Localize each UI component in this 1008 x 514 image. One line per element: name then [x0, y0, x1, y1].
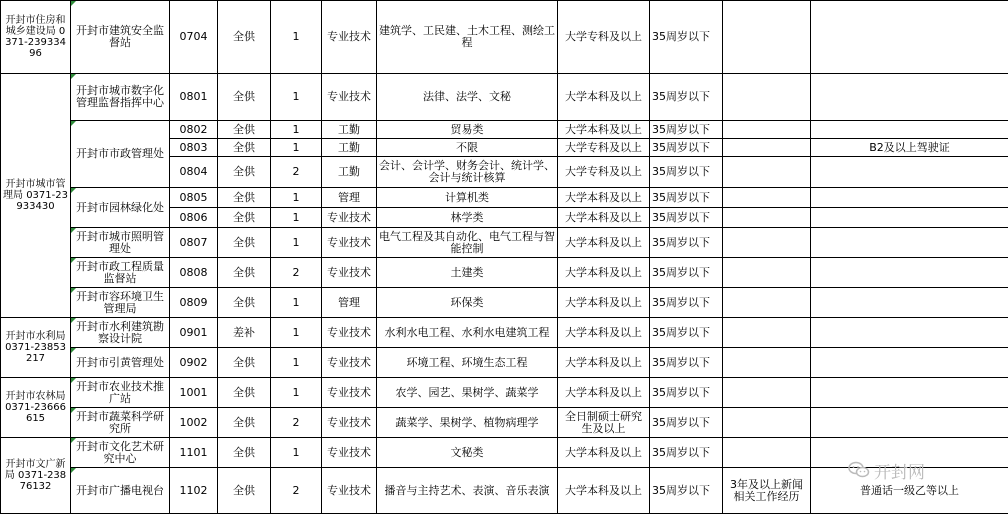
- unit-cell: 开封市水利建筑勘察设计院: [71, 318, 170, 348]
- code-cell: 0901: [170, 318, 218, 348]
- other-cell: [811, 288, 1008, 318]
- dept-cell: 开封市水利局 0371-23853217: [1, 318, 71, 378]
- code-cell: 1101: [170, 438, 218, 468]
- unit-cell: 开封市市政管理处: [71, 121, 170, 188]
- age-cell: 35周岁以下: [650, 318, 723, 348]
- dept-cell: 开封市住房和城乡建设局 0371-23933496: [1, 1, 71, 74]
- age-cell: 35周岁以下: [650, 157, 723, 188]
- major-cell: 林学类: [377, 208, 558, 228]
- fund-cell: 全供: [218, 74, 271, 121]
- num-cell: 1: [271, 139, 322, 157]
- table-row: [1, 288, 1008, 318]
- code-cell: 1002: [170, 408, 218, 438]
- major-cell: 农学、园艺、果树学、蔬菜学: [377, 378, 558, 408]
- fund-cell: 全供: [218, 157, 271, 188]
- exp-cell: [723, 288, 811, 318]
- edu-cell: 大学本科及以上: [558, 288, 650, 318]
- num-cell: 1: [271, 74, 322, 121]
- major-cell: 贸易类: [377, 121, 558, 139]
- watermark-text: 开封网: [874, 458, 925, 483]
- major-cell: 蔬菜学、果树学、植物病理学: [377, 408, 558, 438]
- type-cell: 管理: [322, 188, 377, 208]
- age-cell: 35周岁以下: [650, 228, 723, 258]
- dept-cell: 开封市农林局 0371-23666615: [1, 378, 71, 438]
- type-cell: 专业技术: [322, 318, 377, 348]
- age-cell: 35周岁以下: [650, 1, 723, 74]
- other-cell: B2及以上驾驶证: [811, 139, 1008, 157]
- unit-cell: 开封市文化艺术研究中心: [71, 438, 170, 468]
- edu-cell: 大学专科及以上: [558, 1, 650, 74]
- major-cell: 环保类: [377, 288, 558, 318]
- unit-cell: 开封市容环境卫生管理局: [71, 288, 170, 318]
- age-cell: 35周岁以下: [650, 74, 723, 121]
- type-cell: 工勤: [322, 139, 377, 157]
- type-cell: 专业技术: [322, 74, 377, 121]
- table-row: [1, 408, 1008, 438]
- major-cell: 建筑学、工民建、土木工程、测绘工程: [377, 1, 558, 74]
- type-cell: 专业技术: [322, 378, 377, 408]
- num-cell: 1: [271, 288, 322, 318]
- age-cell: 35周岁以下: [650, 258, 723, 288]
- table-row: [1, 258, 1008, 288]
- code-cell: 0805: [170, 188, 218, 208]
- table-row: [1, 74, 1008, 121]
- major-cell: 会计、会计学、财务会计、统计学、会计与统计核算: [377, 157, 558, 188]
- exp-cell: [723, 157, 811, 188]
- type-cell: 专业技术: [322, 1, 377, 74]
- code-cell: 0803: [170, 139, 218, 157]
- num-cell: 1: [271, 348, 322, 378]
- unit-cell: 开封市广播电视台: [71, 468, 170, 514]
- table-row: [1, 188, 1008, 208]
- exp-cell: [723, 348, 811, 378]
- num-cell: 1: [271, 438, 322, 468]
- table-row: [1, 348, 1008, 378]
- type-cell: 管理: [322, 288, 377, 318]
- unit-cell: 开封市城市照明管理处: [71, 228, 170, 258]
- age-cell: 35周岁以下: [650, 348, 723, 378]
- edu-cell: 大学本科及以上: [558, 468, 650, 514]
- code-cell: 0902: [170, 348, 218, 378]
- unit-cell: 开封市建筑安全监督站: [71, 1, 170, 74]
- exp-cell: 3年及以上新闻相关工作经历: [723, 468, 811, 514]
- other-cell: [811, 408, 1008, 438]
- code-cell: 0804: [170, 157, 218, 188]
- other-cell: [811, 188, 1008, 208]
- table-row: [1, 318, 1008, 348]
- unit-cell: 开封市农业技术推广站: [71, 378, 170, 408]
- edu-cell: 大学本科及以上: [558, 74, 650, 121]
- code-cell: 0806: [170, 208, 218, 228]
- fund-cell: 全供: [218, 208, 271, 228]
- dept-cell: 开封市城市管理局 0371-23933430: [1, 74, 71, 318]
- exp-cell: [723, 318, 811, 348]
- edu-cell: 大学本科及以上: [558, 318, 650, 348]
- major-cell: 文秘类: [377, 438, 558, 468]
- other-cell: [811, 228, 1008, 258]
- fund-cell: 全供: [218, 408, 271, 438]
- major-cell: 计算机类: [377, 188, 558, 208]
- fund-cell: 全供: [218, 1, 271, 74]
- table-row: [1, 468, 1008, 514]
- other-cell: 普通话一级乙等以上: [811, 468, 1008, 514]
- edu-cell: 大学专科及以上: [558, 157, 650, 188]
- num-cell: 1: [271, 1, 322, 74]
- edu-cell: 大学本科及以上: [558, 208, 650, 228]
- unit-cell: 开封市政工程质量监督站: [71, 258, 170, 288]
- unit-cell: 开封市园林绿化处: [71, 188, 170, 228]
- exp-cell: [723, 74, 811, 121]
- age-cell: 35周岁以下: [650, 378, 723, 408]
- fund-cell: 全供: [218, 438, 271, 468]
- unit-cell: 开封市蔬菜科学研究所: [71, 408, 170, 438]
- exp-cell: [723, 1, 811, 74]
- type-cell: 专业技术: [322, 228, 377, 258]
- num-cell: 1: [271, 228, 322, 258]
- type-cell: 专业技术: [322, 438, 377, 468]
- num-cell: 2: [271, 468, 322, 514]
- num-cell: 1: [271, 378, 322, 408]
- exp-cell: [723, 121, 811, 139]
- fund-cell: 全供: [218, 468, 271, 514]
- edu-cell: 全日制硕士研究生及以上: [558, 408, 650, 438]
- exp-cell: [723, 438, 811, 468]
- unit-cell: 开封市引黄管理处: [71, 348, 170, 378]
- age-cell: 35周岁以下: [650, 288, 723, 318]
- code-cell: 0807: [170, 228, 218, 258]
- edu-cell: 大学本科及以上: [558, 348, 650, 378]
- edu-cell: 大学本科及以上: [558, 438, 650, 468]
- edu-cell: 大学本科及以上: [558, 258, 650, 288]
- fund-cell: 全供: [218, 139, 271, 157]
- fund-cell: 全供: [218, 348, 271, 378]
- fund-cell: 全供: [218, 288, 271, 318]
- major-cell: 土建类: [377, 258, 558, 288]
- num-cell: 2: [271, 408, 322, 438]
- code-cell: 0808: [170, 258, 218, 288]
- table-row: [1, 228, 1008, 258]
- major-cell: 法律、法学、文秘: [377, 74, 558, 121]
- other-cell: [811, 258, 1008, 288]
- age-cell: 35周岁以下: [650, 208, 723, 228]
- num-cell: 1: [271, 121, 322, 139]
- type-cell: 工勤: [322, 121, 377, 139]
- edu-cell: 大学本科及以上: [558, 378, 650, 408]
- major-cell: 播音与主持艺术、表演、音乐表演: [377, 468, 558, 514]
- age-cell: 35周岁以下: [650, 468, 723, 514]
- edu-cell: 大学本科及以上: [558, 228, 650, 258]
- type-cell: 专业技术: [322, 258, 377, 288]
- exp-cell: [723, 188, 811, 208]
- fund-cell: 差补: [218, 318, 271, 348]
- exp-cell: [723, 408, 811, 438]
- major-cell: 环境工程、环境生态工程: [377, 348, 558, 378]
- age-cell: 35周岁以下: [650, 438, 723, 468]
- edu-cell: 大学本科及以上: [558, 121, 650, 139]
- exp-cell: [723, 208, 811, 228]
- exp-cell: [723, 258, 811, 288]
- other-cell: [811, 208, 1008, 228]
- code-cell: 0704: [170, 1, 218, 74]
- other-cell: [811, 438, 1008, 468]
- fund-cell: 全供: [218, 258, 271, 288]
- table-row: [1, 378, 1008, 408]
- other-cell: [811, 348, 1008, 378]
- fund-cell: 全供: [218, 188, 271, 208]
- code-cell: 1001: [170, 378, 218, 408]
- other-cell: [811, 1, 1008, 74]
- type-cell: 专业技术: [322, 408, 377, 438]
- exp-cell: [723, 139, 811, 157]
- fund-cell: 全供: [218, 228, 271, 258]
- num-cell: 2: [271, 157, 322, 188]
- exp-cell: [723, 378, 811, 408]
- type-cell: 专业技术: [322, 208, 377, 228]
- num-cell: 1: [271, 188, 322, 208]
- num-cell: 1: [271, 318, 322, 348]
- type-cell: 专业技术: [322, 468, 377, 514]
- edu-cell: 大学本科及以上: [558, 188, 650, 208]
- other-cell: [811, 157, 1008, 188]
- table-row: [1, 1, 1008, 74]
- code-cell: 0801: [170, 74, 218, 121]
- unit-cell: 开封市城市数字化管理监督指挥中心: [71, 74, 170, 121]
- major-cell: 不限: [377, 139, 558, 157]
- age-cell: 35周岁以下: [650, 408, 723, 438]
- exp-cell: [723, 228, 811, 258]
- code-cell: 1102: [170, 468, 218, 514]
- age-cell: 35周岁以下: [650, 139, 723, 157]
- code-cell: 0802: [170, 121, 218, 139]
- other-cell: [811, 74, 1008, 121]
- num-cell: 1: [271, 208, 322, 228]
- age-cell: 35周岁以下: [650, 121, 723, 139]
- other-cell: [811, 318, 1008, 348]
- type-cell: 工勤: [322, 157, 377, 188]
- type-cell: 专业技术: [322, 348, 377, 378]
- dept-cell: 开封市文广新局 0371-23876132: [1, 438, 71, 514]
- code-cell: 0809: [170, 288, 218, 318]
- other-cell: [811, 121, 1008, 139]
- major-cell: 水利水电工程、水利水电建筑工程: [377, 318, 558, 348]
- age-cell: 35周岁以下: [650, 188, 723, 208]
- table-row: [1, 121, 1008, 139]
- other-cell: [811, 378, 1008, 408]
- fund-cell: 全供: [218, 121, 271, 139]
- num-cell: 2: [271, 258, 322, 288]
- fund-cell: 全供: [218, 378, 271, 408]
- major-cell: 电气工程及其自动化、电气工程与智能控制: [377, 228, 558, 258]
- table-row: [1, 438, 1008, 468]
- edu-cell: 大学专科及以上: [558, 139, 650, 157]
